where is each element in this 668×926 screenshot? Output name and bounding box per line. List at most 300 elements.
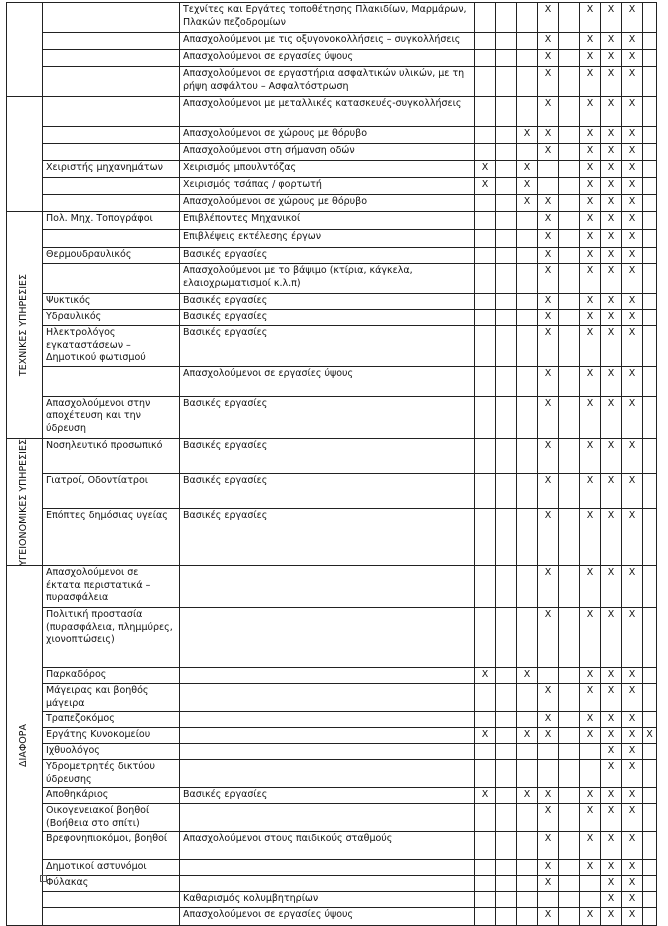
task-cell [180, 804, 475, 832]
mark-cell [643, 195, 657, 212]
mark-cell: X [601, 67, 622, 97]
group-label: ΤΕΧΝΙΚΕΣ ΥΠΗΡΕΣΙΕΣ [18, 273, 30, 376]
task-cell [180, 566, 475, 608]
mark-cell: X [580, 50, 601, 67]
mark-cell [496, 97, 517, 127]
mark-cell: X [643, 728, 657, 744]
role-cell: Τραπεζοκόμος [43, 712, 180, 728]
mark-cell [517, 33, 538, 50]
mark-cell [496, 760, 517, 788]
mark-cell [643, 892, 657, 908]
mark-cell: X [622, 744, 643, 760]
mark-cell: X [601, 326, 622, 367]
role-cell: Απασχολούμενοι στην αποχέτευση και την ύδρευση [43, 396, 180, 438]
mark-cell [643, 509, 657, 566]
mark-cell [517, 144, 538, 161]
role-cell: Αποθηκάριος [43, 788, 180, 804]
role-cell: Οικογενειακοί βοηθοί (Βοήθεια στο σπίτι) [43, 804, 180, 832]
mark-cell [538, 178, 559, 195]
mark-cell: X [580, 860, 601, 876]
table-row [7, 264, 657, 294]
mark-cell [643, 473, 657, 508]
task-cell: Απασχολούμενοι σε εργασίες ύψους [180, 366, 475, 396]
mark-cell: X [601, 212, 622, 230]
mark-cell: X [601, 97, 622, 127]
mark-cell: X [601, 668, 622, 684]
role-cell: Πολ. Μηχ. Τοπογράφοι [43, 212, 180, 230]
role-cell [43, 195, 180, 212]
mark-cell [559, 310, 580, 326]
role-cell: Νοσηλευτικό προσωπικό [43, 438, 180, 473]
mark-cell [496, 509, 517, 566]
mark-cell [538, 892, 559, 908]
mark-cell: X [538, 473, 559, 508]
table-row [7, 876, 657, 892]
mark-cell: X [517, 127, 538, 144]
mark-cell: X [538, 144, 559, 161]
mark-cell [475, 310, 496, 326]
mark-cell [517, 3, 538, 33]
role-cell [43, 366, 180, 396]
mark-cell [559, 3, 580, 33]
table-row [7, 712, 657, 728]
mark-cell: X [580, 33, 601, 50]
mark-cell [496, 50, 517, 67]
mark-cell: X [517, 668, 538, 684]
task-cell: Απασχολούμενοι με μεταλλικές κατασκευές-συγκολλήσεις [180, 97, 475, 127]
mark-cell: X [580, 161, 601, 178]
mark-cell [517, 760, 538, 788]
role-cell: Υδρομετρητές δικτύου ύδρευσης [43, 760, 180, 788]
mark-cell: X [601, 310, 622, 326]
mark-cell: X [622, 264, 643, 294]
mark-cell [643, 876, 657, 892]
mark-cell [496, 3, 517, 33]
mark-cell: X [580, 473, 601, 508]
mark-cell: X [601, 230, 622, 248]
mark-cell: X [538, 788, 559, 804]
mark-cell [475, 396, 496, 438]
mark-cell [517, 230, 538, 248]
mark-cell [496, 728, 517, 744]
task-cell: Βασικές εργασίες [180, 788, 475, 804]
table-row [7, 760, 657, 788]
mark-cell [475, 144, 496, 161]
mark-cell [643, 396, 657, 438]
mark-cell [559, 566, 580, 608]
task-cell [180, 760, 475, 788]
mark-cell: X [601, 804, 622, 832]
task-cell: Βασικές εργασίες [180, 248, 475, 264]
mark-cell: X [601, 860, 622, 876]
group-label-cell [7, 212, 43, 439]
mark-cell: X [517, 161, 538, 178]
mark-cell [496, 248, 517, 264]
mark-cell [496, 33, 517, 50]
mark-cell [496, 860, 517, 876]
mark-cell: X [580, 566, 601, 608]
role-cell [43, 144, 180, 161]
mark-cell [517, 248, 538, 264]
mark-cell [643, 744, 657, 760]
table-row [7, 294, 657, 310]
table-row [7, 566, 657, 608]
mark-cell: X [580, 788, 601, 804]
mark-cell [475, 892, 496, 908]
mark-cell: X [622, 608, 643, 668]
mark-cell [643, 127, 657, 144]
mark-cell [643, 178, 657, 195]
mark-cell: X [517, 788, 538, 804]
mark-cell [496, 310, 517, 326]
mark-cell [496, 230, 517, 248]
mark-cell: X [538, 50, 559, 67]
mark-cell: X [622, 178, 643, 195]
mark-cell: X [475, 728, 496, 744]
mark-cell: X [538, 294, 559, 310]
role-cell: Βρεφονηπιοκόμοι, βοηθοί [43, 832, 180, 860]
mark-cell [559, 396, 580, 438]
mark-cell: X [622, 396, 643, 438]
mark-cell: X [601, 248, 622, 264]
mark-cell: X [622, 97, 643, 127]
mark-cell [496, 804, 517, 832]
mark-cell: X [622, 668, 643, 684]
mark-cell: X [601, 144, 622, 161]
mark-cell [559, 908, 580, 926]
role-cell [43, 127, 180, 144]
mark-cell [475, 326, 496, 367]
mark-cell: X [622, 804, 643, 832]
mark-cell [496, 264, 517, 294]
mark-cell: X [601, 892, 622, 908]
mark-cell: X [622, 684, 643, 712]
task-cell [180, 744, 475, 760]
mark-cell [475, 608, 496, 668]
mark-cell [559, 788, 580, 804]
mark-cell: X [622, 876, 643, 892]
mark-cell [496, 161, 517, 178]
role-cell: Απασχολούμενοι σε έκτατα περιστατικά – πυρασφάλεια [43, 566, 180, 608]
mark-cell [643, 668, 657, 684]
group-label-cell [7, 3, 43, 97]
role-cell [43, 33, 180, 50]
mark-cell: X [601, 264, 622, 294]
mark-cell [475, 97, 496, 127]
mark-cell [559, 50, 580, 67]
table-row [7, 212, 657, 230]
mark-cell [475, 804, 496, 832]
task-cell: Απασχολούμενοι στη σήμανση οδών [180, 144, 475, 161]
task-cell: Βασικές εργασίες [180, 438, 475, 473]
mark-cell: X [580, 366, 601, 396]
mark-cell: X [622, 366, 643, 396]
mark-cell: X [538, 326, 559, 367]
mark-cell: X [538, 804, 559, 832]
mark-cell: X [622, 310, 643, 326]
mark-cell: X [622, 860, 643, 876]
role-cell [43, 908, 180, 926]
mark-cell [559, 178, 580, 195]
mark-cell [475, 50, 496, 67]
mark-cell [643, 264, 657, 294]
mark-cell: X [622, 212, 643, 230]
task-cell [180, 684, 475, 712]
mark-cell: X [601, 744, 622, 760]
mark-cell [496, 326, 517, 367]
mark-cell [580, 760, 601, 788]
mark-cell: X [517, 728, 538, 744]
task-cell: Απασχολούμενοι στους παιδικούς σταθμούς [180, 832, 475, 860]
mark-cell [517, 264, 538, 294]
mark-cell: X [580, 326, 601, 367]
mark-cell: X [580, 438, 601, 473]
mark-cell: X [538, 248, 559, 264]
page-end-marker [40, 875, 47, 882]
role-cell: Ιχθυολόγος [43, 744, 180, 760]
mark-cell [643, 3, 657, 33]
mark-cell: X [622, 908, 643, 926]
mark-cell: X [622, 3, 643, 33]
mark-cell [475, 294, 496, 310]
mark-cell [496, 195, 517, 212]
mark-cell [643, 161, 657, 178]
mark-cell [559, 876, 580, 892]
mark-cell [517, 438, 538, 473]
occupational-risk-table [6, 2, 657, 926]
role-cell: Δημοτικοί αστυνόμοι [43, 860, 180, 876]
mark-cell: X [580, 684, 601, 712]
table-row [7, 144, 657, 161]
mark-cell [496, 127, 517, 144]
mark-cell: X [622, 33, 643, 50]
mark-cell: X [622, 892, 643, 908]
mark-cell: X [580, 264, 601, 294]
mark-cell [517, 892, 538, 908]
mark-cell [559, 438, 580, 473]
mark-cell: X [475, 668, 496, 684]
mark-cell [643, 566, 657, 608]
mark-cell [517, 396, 538, 438]
mark-cell: X [580, 144, 601, 161]
mark-cell [559, 684, 580, 712]
mark-cell: X [538, 712, 559, 728]
mark-cell [475, 212, 496, 230]
mark-cell [559, 294, 580, 310]
mark-cell [643, 684, 657, 712]
mark-cell [475, 67, 496, 97]
mark-cell: X [580, 804, 601, 832]
task-cell [180, 668, 475, 684]
mark-cell [538, 668, 559, 684]
mark-cell [643, 212, 657, 230]
mark-cell: X [580, 195, 601, 212]
mark-cell: X [601, 396, 622, 438]
mark-cell [643, 366, 657, 396]
mark-cell: X [601, 33, 622, 50]
mark-cell: X [601, 876, 622, 892]
mark-cell [643, 67, 657, 97]
mark-cell [496, 876, 517, 892]
mark-cell [517, 97, 538, 127]
mark-cell: X [538, 438, 559, 473]
role-cell: Γιατροί, Οδοντίατροι [43, 473, 180, 508]
mark-cell [496, 788, 517, 804]
mark-cell [496, 908, 517, 926]
mark-cell [538, 161, 559, 178]
mark-cell [496, 684, 517, 712]
mark-cell [496, 668, 517, 684]
mark-cell [496, 294, 517, 310]
mark-cell: X [601, 728, 622, 744]
mark-cell [475, 760, 496, 788]
mark-cell [475, 566, 496, 608]
table-row [7, 728, 657, 744]
mark-cell: X [538, 608, 559, 668]
table-row [7, 3, 657, 33]
table-row [7, 908, 657, 926]
mark-cell: X [580, 67, 601, 97]
mark-cell: X [580, 712, 601, 728]
mark-cell [643, 33, 657, 50]
role-cell: Πολιτική προστασία (πυρασφάλεια, πλημμύρες, χιονοπτώσεις) [43, 608, 180, 668]
table-row [7, 892, 657, 908]
mark-cell: X [622, 127, 643, 144]
mark-cell: X [601, 195, 622, 212]
role-cell: Ψυκτικός [43, 294, 180, 310]
mark-cell: X [601, 3, 622, 33]
task-cell [180, 608, 475, 668]
table-row [7, 230, 657, 248]
mark-cell: X [580, 178, 601, 195]
mark-cell: X [538, 860, 559, 876]
mark-cell: X [601, 608, 622, 668]
mark-cell: X [580, 248, 601, 264]
mark-cell [559, 33, 580, 50]
role-cell: Επόπτες δημόσιας υγείας [43, 509, 180, 566]
mark-cell: X [622, 760, 643, 788]
mark-cell: X [601, 161, 622, 178]
role-cell [43, 50, 180, 67]
mark-cell [643, 310, 657, 326]
mark-cell [643, 294, 657, 310]
mark-cell [559, 230, 580, 248]
table-row [7, 310, 657, 326]
mark-cell: X [538, 396, 559, 438]
task-cell: Βασικές εργασίες [180, 473, 475, 508]
mark-cell: X [622, 161, 643, 178]
mark-cell: X [580, 908, 601, 926]
task-cell: Βασικές εργασίες [180, 396, 475, 438]
mark-cell: X [538, 264, 559, 294]
mark-cell [517, 712, 538, 728]
mark-cell: X [538, 212, 559, 230]
group-label: ΔΙΑΦΟΡΑ [18, 724, 30, 768]
mark-cell [496, 473, 517, 508]
mark-cell [559, 144, 580, 161]
mark-cell: X [622, 788, 643, 804]
task-cell [180, 876, 475, 892]
mark-cell: X [580, 230, 601, 248]
mark-cell [496, 67, 517, 97]
task-cell: Απασχολούμενοι σε εργαστήρια ασφαλτικών υλικών, με τη ρήψη ασφάλτου – Ασφαλτόστρωση [180, 67, 475, 97]
mark-cell: X [580, 310, 601, 326]
mark-cell [517, 566, 538, 608]
mark-cell: X [601, 438, 622, 473]
role-cell: Φύλακας [43, 876, 180, 892]
mark-cell: X [475, 161, 496, 178]
mark-cell [475, 3, 496, 33]
mark-cell [643, 97, 657, 127]
mark-cell [559, 212, 580, 230]
mark-cell [538, 760, 559, 788]
task-cell: Χειρισμός μπουλντόζας [180, 161, 475, 178]
mark-cell [475, 876, 496, 892]
mark-cell [496, 832, 517, 860]
table-row [7, 97, 657, 127]
mark-cell [559, 892, 580, 908]
mark-cell [643, 760, 657, 788]
mark-cell [475, 264, 496, 294]
mark-cell: X [601, 760, 622, 788]
mark-cell [580, 876, 601, 892]
mark-cell: X [622, 144, 643, 161]
mark-cell [559, 832, 580, 860]
task-cell: Τεχνίτες και Εργάτες τοποθέτησης Πλακιδίων, Μαρμάρων, Πλακών πεζοδρομίων [180, 3, 475, 33]
mark-cell: X [580, 728, 601, 744]
table-row [7, 608, 657, 668]
mark-cell [517, 608, 538, 668]
mark-cell [559, 161, 580, 178]
mark-cell: X [622, 294, 643, 310]
mark-cell: X [580, 668, 601, 684]
mark-cell [517, 860, 538, 876]
mark-cell: X [601, 566, 622, 608]
mark-cell [559, 509, 580, 566]
mark-cell [559, 712, 580, 728]
mark-cell [496, 744, 517, 760]
mark-cell: X [622, 509, 643, 566]
task-cell: Βασικές εργασίες [180, 294, 475, 310]
mark-cell [559, 264, 580, 294]
table-row [7, 744, 657, 760]
mark-cell [475, 832, 496, 860]
mark-cell: X [601, 127, 622, 144]
mark-cell [475, 230, 496, 248]
role-cell: Θερμουδραυλικός [43, 248, 180, 264]
mark-cell: X [601, 50, 622, 67]
mark-cell: X [601, 366, 622, 396]
table-row [7, 50, 657, 67]
role-cell [43, 3, 180, 33]
mark-cell [643, 438, 657, 473]
mark-cell: X [580, 3, 601, 33]
role-cell: Εργάτης Κυνοκομείου [43, 728, 180, 744]
table-row [7, 326, 657, 367]
mark-cell [517, 310, 538, 326]
mark-cell: X [622, 67, 643, 97]
role-cell: Ηλεκτρολόγος εγκαταστάσεων – Δημοτικού φωτισμού [43, 326, 180, 367]
role-cell [43, 178, 180, 195]
mark-cell [559, 804, 580, 832]
mark-cell: X [538, 908, 559, 926]
mark-cell: X [622, 326, 643, 367]
mark-cell [559, 195, 580, 212]
mark-cell [559, 67, 580, 97]
mark-cell: X [580, 294, 601, 310]
group-label: ΥΓΕΙΟΝΟΜΙΚΕΣ ΥΠΗΡΕΣΙΕΣ [18, 438, 30, 566]
mark-cell [475, 712, 496, 728]
